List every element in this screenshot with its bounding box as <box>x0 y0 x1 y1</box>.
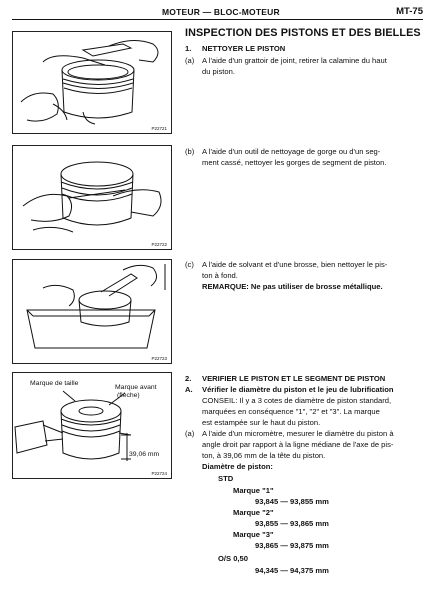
step2-a-line3: ton, à 39,06 mm de la tête du piston. <box>202 451 326 460</box>
conseil-line1: CONSEIL: Il y a 3 cotes de diamètre de piston standard, <box>202 396 392 405</box>
label-marque-avant: Marque avant <box>115 384 157 391</box>
figure-code: P22724 <box>151 471 167 476</box>
step1-c-tag: (c) <box>185 260 194 269</box>
section-title: MOTEUR — BLOC-MOTEUR <box>162 7 280 17</box>
page-header <box>12 4 423 20</box>
spec-mark1-range: 93,845 — 93,855 mm <box>255 497 329 506</box>
step2-a-line1: A l'aide d'un micromètre, mesurer le diamètre du piston à <box>202 429 394 438</box>
page-title: INSPECTION DES PISTONS ET DES BIELLES <box>185 27 421 39</box>
step2-A-line: Vérifier le diamètre du piston et le jeu de lubrification <box>202 385 394 394</box>
label-fleche: (flèche) <box>117 392 140 399</box>
step1-c-line1: A l'aide de solvant et d'une brosse, bien nettoyer le pis- <box>202 260 388 269</box>
clean-grooves-illustration <box>13 146 171 249</box>
step2-a-tag: (a) <box>185 429 195 438</box>
spec-mark3-range: 93,865 — 93,875 mm <box>255 541 329 550</box>
step2-number: 2. <box>185 374 192 383</box>
label-marque-taille: Marque de taille <box>30 380 79 387</box>
spec-mark2-label: Marque "2" <box>233 508 274 517</box>
header-rule <box>12 19 423 20</box>
step2-a-line2: angle droit par rapport à la ligne médiane de l'axe de pis- <box>202 440 394 449</box>
label-dimension: 39,06 mm <box>129 451 160 458</box>
figure-scrape-piston <box>12 31 172 134</box>
step2-A-tag: A. <box>185 385 193 394</box>
figure-code: P22722 <box>151 242 167 247</box>
conseil-line2: marquées en conséquence "1", "2" et "3". La marque <box>202 407 380 416</box>
spec-std: STD <box>218 474 234 483</box>
step1-b-tag: (b) <box>185 147 195 156</box>
figure-code: P22721 <box>151 126 167 131</box>
step1-heading: NETTOYER LE PISTON <box>202 44 286 53</box>
spec-title: Diamètre de piston: <box>202 462 273 471</box>
spec-os-label: O/S 0,50 <box>218 554 248 563</box>
solvent-brush-illustration <box>13 260 171 363</box>
step1-remark: REMARQUE: Ne pas utiliser de brosse métallique. <box>202 282 383 291</box>
step1-a-line2: du piston. <box>202 67 235 76</box>
step1-c-line2: ton à fond. <box>202 271 238 280</box>
figure-code: P22723 <box>151 356 167 361</box>
step1-a-line1: A l'aide d'un grattoir de joint, retirer la calamine du haut <box>202 56 387 65</box>
step1-b-line1: A l'aide d'un outil de nettoyage de gorge ou d'un seg- <box>202 147 381 156</box>
step2-heading: VERIFIER LE PISTON ET LE SEGMENT DE PISTON <box>202 374 386 383</box>
figure-micrometer <box>12 372 172 479</box>
step1-a-tag: (a) <box>185 56 195 65</box>
spec-os-range: 94,345 — 94,375 mm <box>255 566 329 575</box>
step1-number: 1. <box>185 44 192 53</box>
page-number: MT-75 <box>396 6 423 17</box>
spec-mark2-range: 93,855 — 93,865 mm <box>255 519 329 528</box>
spec-mark1-label: Marque "1" <box>233 486 274 495</box>
spec-mark3-label: Marque "3" <box>233 530 274 539</box>
conseil-line3: est estampée sur le haut du piston. <box>202 418 321 427</box>
figure-solvent-brush <box>12 259 172 364</box>
figure-clean-grooves <box>12 145 172 250</box>
step1-b-line2: ment cassé, nettoyer les gorges de segment de piston. <box>202 158 387 167</box>
scrape-piston-illustration <box>13 32 171 133</box>
